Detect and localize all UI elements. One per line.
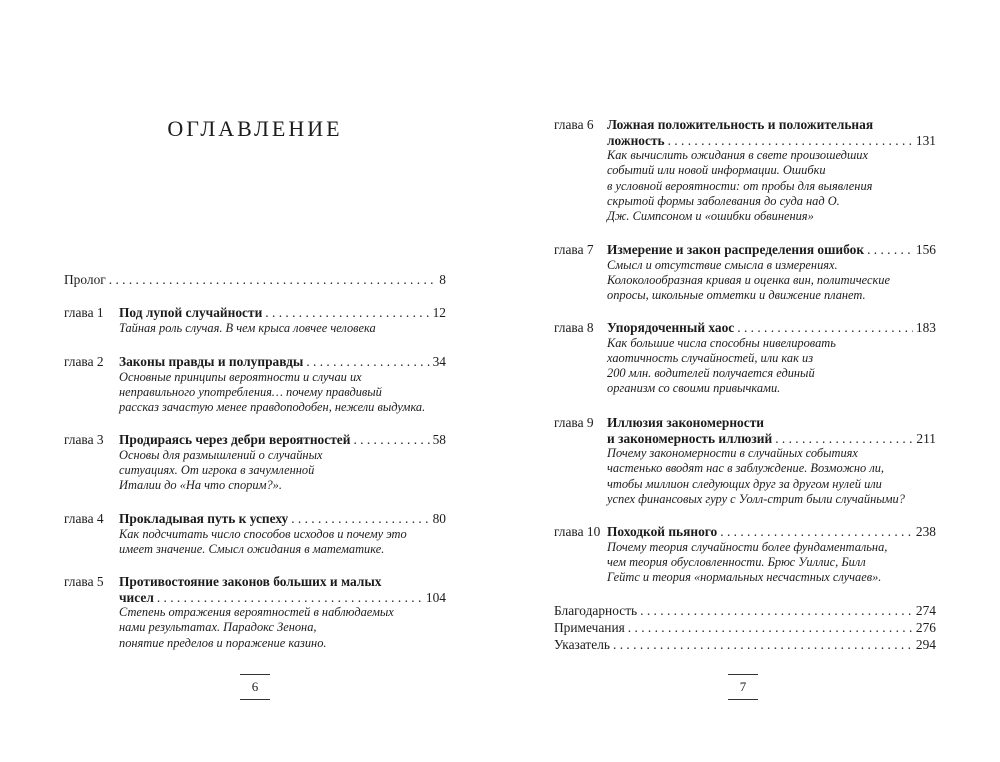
toc-entry-chapter-1[interactable] <box>64 305 446 336</box>
toc-entry-chapter-2[interactable] <box>64 354 446 415</box>
chapter-title: Измерение и закон распределения ошибок <box>607 242 865 257</box>
chapter-page: 156 <box>915 242 936 257</box>
chapter-description: Степень отражения вероятностей в наблюдаемых нами результатах. Парадокс Зенона, понятие пределов и поражение казино. <box>119 605 394 650</box>
entry-title: Благодарность <box>554 603 638 618</box>
entry-title: Пролог <box>64 272 106 287</box>
chapter-label: глава 1 <box>64 305 104 320</box>
chapter-label: глава 3 <box>64 432 104 447</box>
toc-entry-chapter-6[interactable] <box>554 117 936 224</box>
leader-dots <box>613 637 913 653</box>
page-number: 7 <box>728 674 758 700</box>
toc-title: ОГЛАВЛЕНИЕ <box>167 116 343 141</box>
chapter-label: глава 2 <box>64 354 104 369</box>
entry-title: Примечания <box>554 620 625 635</box>
leader-dots <box>867 242 913 258</box>
chapter-title: Походкой пьяного <box>607 524 718 539</box>
toc-entry-chapter-7[interactable] <box>554 242 936 303</box>
page-number: 6 <box>240 674 270 700</box>
chapter-page: 34 <box>432 354 446 369</box>
chapter-description: Основы для размышлений о случайных ситуациях. От игрока в зачумленной Италии до «На что спорим?». <box>119 447 323 492</box>
leader-dots <box>353 432 429 448</box>
chapter-title-continued: и закономерность иллюзий <box>607 430 773 446</box>
chapter-page: 211 <box>916 430 936 446</box>
chapter-title: Иллюзия закономерности <box>607 415 764 430</box>
chapter-label: глава 7 <box>554 242 594 257</box>
toc-entry-chapter-5[interactable] <box>64 574 446 651</box>
leader-dots <box>720 524 913 540</box>
chapter-title: Упорядоченный хаос <box>607 320 735 335</box>
toc-entry-chapter-10[interactable] <box>554 524 936 585</box>
toc-entry-chapter-3[interactable] <box>64 432 446 493</box>
right-page <box>500 0 1000 762</box>
leader-dots <box>109 272 437 288</box>
leader-dots <box>265 305 429 321</box>
entry-page: 8 <box>439 272 446 287</box>
chapter-description: Тайная роль случая. В чем крыса ловчее человека <box>119 320 376 335</box>
chapter-page: 104 <box>425 589 446 605</box>
chapter-title: Под лупой случайности <box>119 305 263 320</box>
chapter-title: Законы правды и полуправды <box>119 354 304 369</box>
chapter-page: 12 <box>432 305 446 320</box>
chapter-label: глава 10 <box>554 524 601 539</box>
entry-page: 274 <box>915 603 936 618</box>
chapter-title: Противостояние законов больших и малых <box>119 574 382 589</box>
toc-entry-chapter-4[interactable] <box>64 511 446 557</box>
toc-entry-acknowledgements[interactable] <box>554 603 936 619</box>
entry-page: 276 <box>915 620 936 635</box>
chapter-label: глава 8 <box>554 320 594 335</box>
chapter-page: 238 <box>915 524 936 539</box>
entry-page: 294 <box>915 637 936 652</box>
chapter-description: Основные принципы вероятности и случаи их неправильного употребления… почему правдивый рассказ зачастую менее правдоподобен, нежели выдумка. <box>119 369 426 414</box>
chapter-description: Как подсчитать число способов исходов и почему это имеет значение. Смысл ожидания в математике. <box>119 526 407 556</box>
chapter-description: Почему теория случайности более фундаментальна, чем теория обусловленности. Брюс Уиллис, Билл Гейтс и теория «нормальных несчастных случаев». <box>607 539 888 584</box>
toc-entry-chapter-8[interactable] <box>554 320 936 396</box>
chapter-title-continued: ложность <box>607 132 665 148</box>
chapter-description: Как вычислить ожидания в свете произошедших событий или новой информации. Ошибки в условной вероятности: от пробы для выявления скрытой формы заболевания до суда над О. Дж. Симпсоном и «ошибки обвинения» <box>607 148 873 223</box>
chapter-label: глава 6 <box>554 117 594 132</box>
chapter-title-continued: чисел <box>119 589 154 605</box>
toc-entry-chapter-9[interactable] <box>554 415 936 507</box>
leader-dots <box>640 603 913 619</box>
chapter-description: Как большие числа способны нивелировать хаотичность случайностей, или как из 200 млн. водителей получается единый организм со своими привычками. <box>607 335 836 396</box>
chapter-description: Почему закономерности в случайных событиях частенько вводят нас в заблуждение. Возможно ли, чтобы миллион следующих друг за другом нулей или успех финансовых гуру с Уолл-стрит были случайными? <box>607 446 905 506</box>
leader-dots <box>628 620 913 636</box>
chapter-title: Прокладывая путь к успеху <box>119 511 289 526</box>
leader-dots <box>306 354 429 370</box>
chapter-label: глава 5 <box>64 574 104 589</box>
chapter-title: Продираясь через дебри вероятностей <box>119 432 351 447</box>
chapter-page: 183 <box>915 320 936 335</box>
chapter-description: Смысл и отсутствие смысла в измерениях. Колоколообразная кривая и оценка вин, политические опросы, школьные отметки и движение планет. <box>607 257 890 302</box>
toc-entry-index[interactable] <box>554 637 936 653</box>
leader-dots <box>157 590 423 606</box>
toc-entry-prologue[interactable] <box>64 272 446 288</box>
leader-dots <box>291 511 429 527</box>
leader-dots <box>668 133 913 149</box>
chapter-label: глава 9 <box>554 415 594 430</box>
chapter-label: глава 4 <box>64 511 104 526</box>
entry-title: Указатель <box>554 637 611 652</box>
chapter-page: 80 <box>432 511 446 526</box>
leader-dots <box>737 320 913 336</box>
leader-dots <box>775 431 913 447</box>
toc-entry-notes[interactable] <box>554 620 936 636</box>
chapter-title: Ложная положительность и положительная <box>607 117 874 132</box>
chapter-page: 58 <box>432 432 446 447</box>
chapter-page: 131 <box>915 132 936 148</box>
